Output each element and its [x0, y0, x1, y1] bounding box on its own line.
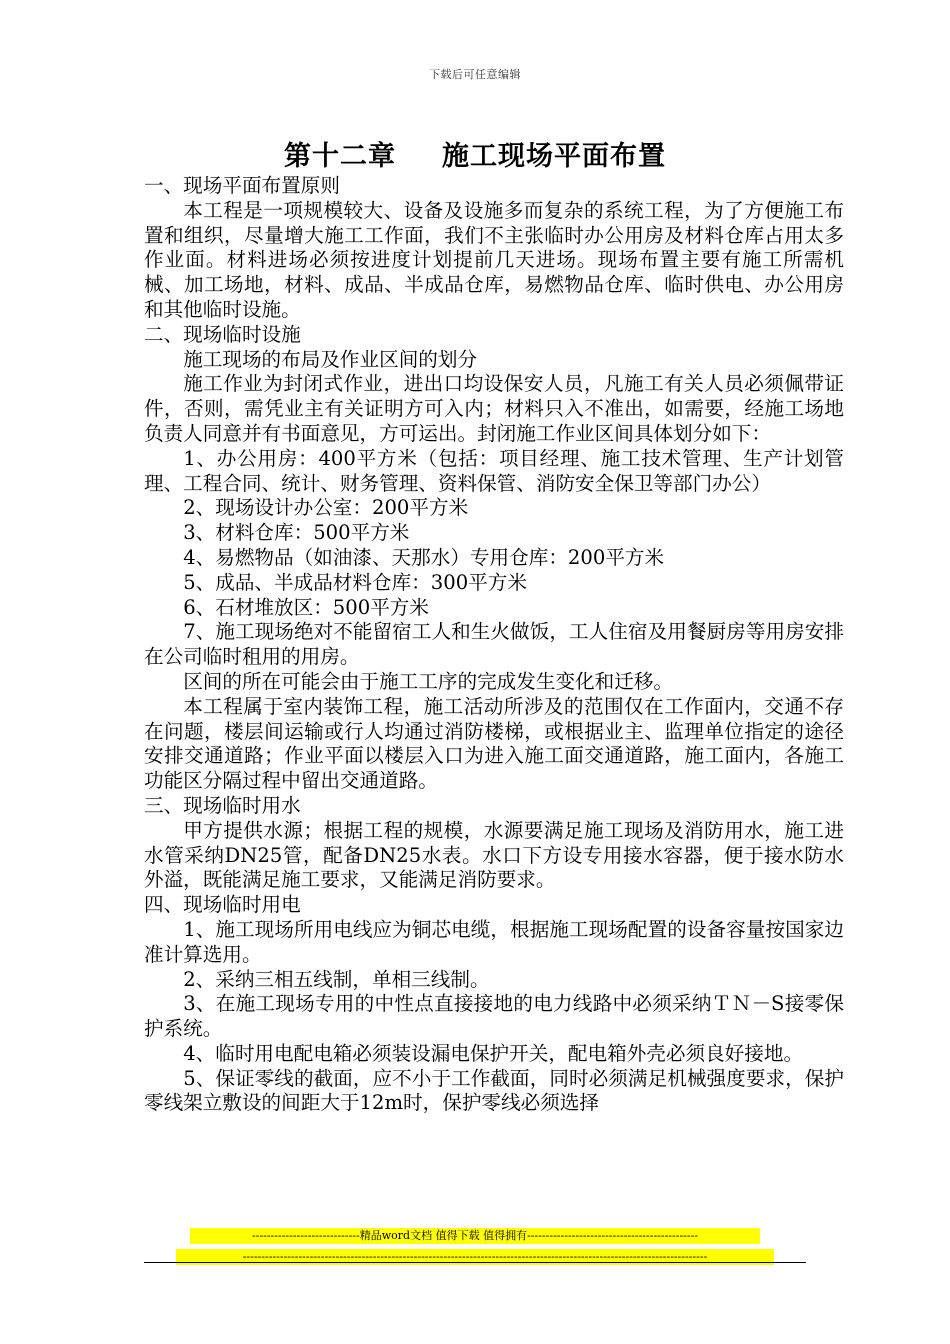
body-paragraph: 1、办公用房：400平方米（包括：项目经理、施工技术管理、生产计划管理、工程合同、统计、财务管理、资料保管、消防安全保卫等部门办公） — [144, 446, 844, 495]
footer-banner-line-1: -----------------------------精品word文档 值得下载 值得拥有---------------------------------------------- — [190, 1228, 760, 1244]
body-paragraph: 3、材料仓库：500平方米 — [183, 521, 410, 545]
body-paragraph: 2、采纳三相五线制，单相三线制。 — [183, 967, 490, 991]
footer-banner — [0, 1228, 950, 1270]
body-paragraph: 施工现场的布局及作业区间的划分 — [183, 347, 478, 371]
body-paragraph: 施工作业为封闭式作业，进出口均设保安人员，凡施工有关人员必须佩带证件，否则，需凭业主有关证明方可入内；材料只入不准出，如需要，经施工场地负责人同意并有书面意见，方可运出。封闭施工作业区间具体划分如下： — [144, 372, 844, 445]
page-title — [0, 134, 950, 173]
section-heading: 四、现场临时用电 — [144, 893, 301, 917]
section-heading: 三、现场临时用水 — [144, 793, 301, 817]
body-paragraph: 4、易燃物品（如油漆、天那水）专用仓库：200平方米 — [183, 545, 665, 569]
section-heading: 一、现场平面布置原则 — [144, 174, 340, 197]
body-paragraph: 甲方提供水源；根据工程的规模，水源要满足施工现场及消防用水，施工进水管采纳DN25管，配备DN25水表。水口下方设专用接水容器，便于接水防水外溢，既能满足施工要求，又能满足消防要求。 — [144, 818, 844, 892]
body-paragraph: 2、现场设计办公室：200平方米 — [183, 496, 469, 520]
chapter-number: 第十二章 — [284, 141, 396, 172]
page-header-note: 下载后可任意编辑 — [429, 68, 521, 81]
body-paragraph: 4、临时用电配电箱必须装设漏电保护开关，配电箱外壳必须良好接地。 — [183, 1041, 804, 1065]
chapter-name: 施工现场平面布置 — [442, 141, 666, 172]
body-paragraph: 7、施工现场绝对不能留宿工人和生火做饭，工人住宿及用餐厨房等用房安排在公司临时租用的用房。 — [144, 620, 844, 669]
body-paragraph: 本工程是一项规模较大、设备及设施多而复杂的系统工程，为了方便施工布置和组织，尽量增大施工工作面，我们不主张临时办公用房及材料仓库占用太多作业面。材料进场必须按进度计划提前几天进场。现场布置主要有施工所需机械、加工场地，材料、成品、半成品仓库，易燃物品仓库、临时供电、办公用房和其他临时设施。 — [144, 198, 844, 321]
document-body — [144, 174, 844, 1116]
body-paragraph: 1、施工现场所用电线应为铜芯电缆，根据施工现场配置的设备容量按国家边准计算选用。 — [144, 917, 844, 966]
body-paragraph: 3、在施工现场专用的中性点直接接地的电力线路中必须采纳ＴＮ－S接零保护系统。 — [144, 992, 844, 1041]
section-heading: 二、现场临时设施 — [144, 322, 301, 346]
body-paragraph: 本工程属于室内装饰工程，施工活动所涉及的范围仅在工作面内，交通不存在问题，楼层间运输或行人均通过消防楼梯，或根据业主、监理单位指定的途径安排交通道路；作业平面以楼层入口为进入施工面交通道路，施工面内，各施工功能区分隔过程中留出交通道路。 — [144, 694, 844, 793]
body-paragraph: 5、成品、半成品材料仓库：300平方米 — [183, 570, 527, 594]
body-paragraph: 5、保证零线的截面，应不小于工作截面，同时必须满足机械强度要求，保护零线架立敷设的间距大于12m时，保护零线必须选择 — [144, 1066, 844, 1115]
body-paragraph: 区间的所在可能会由于施工工序的完成发生变化和迁移。 — [183, 669, 674, 693]
footer-rule — [144, 1262, 806, 1263]
footer-banner-line-2: ----------------------------------------------------------------------------------------------------------------------------- — [176, 1249, 774, 1265]
body-paragraph: 6、石材堆放区：500平方米 — [183, 595, 429, 619]
